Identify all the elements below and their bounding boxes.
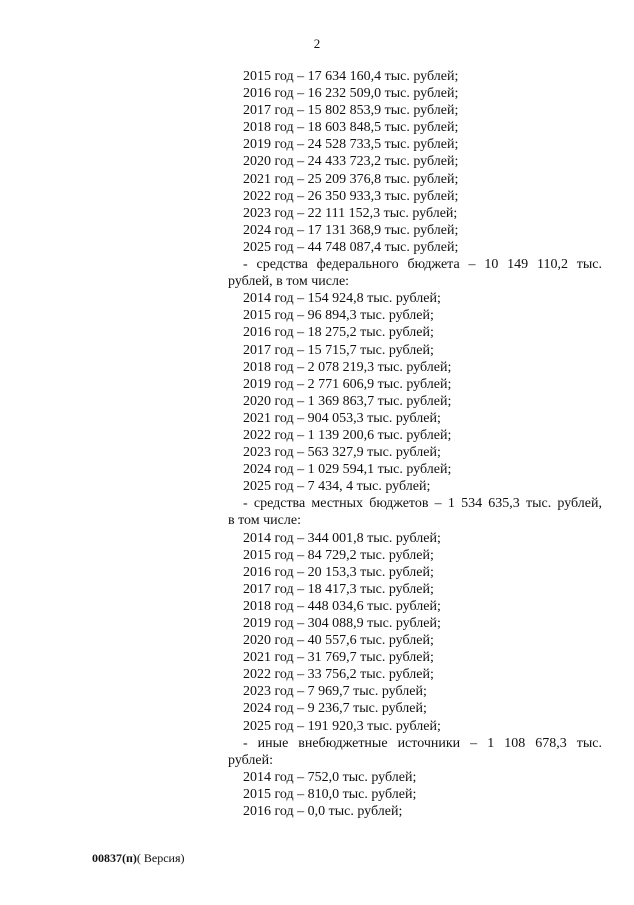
- funding-line: 2022 год – 33 756,2 тыс. рублей;: [243, 667, 434, 683]
- funding-line: 2017 год – 15 802 853,9 тыс. рублей;: [243, 103, 459, 119]
- funding-line: 2024 год – 1 029 594,1 тыс. рублей;: [243, 462, 452, 478]
- funding-line: 2021 год – 25 209 376,8 тыс. рублей;: [243, 171, 459, 187]
- funding-line: 2023 год – 7 969,7 тыс. рублей;: [243, 684, 427, 700]
- document-footer: [92, 851, 185, 866]
- funding-line: 2021 год – 904 053,3 тыс. рублей;: [243, 410, 441, 426]
- funding-line: 2025 год – 44 748 087,4 тыс. рублей;: [243, 239, 459, 255]
- section-heading-extrabudgetary: - иные внебюджетные источники – 1 108 678,3 тыс.: [243, 735, 602, 751]
- funding-line: 2024 год – 17 131 368,9 тыс. рублей;: [243, 222, 459, 238]
- funding-line: 2025 год – 191 920,3 тыс. рублей;: [243, 718, 441, 734]
- document-body: [228, 68, 602, 820]
- funding-line: 2017 год – 15 715,7 тыс. рублей;: [243, 342, 434, 358]
- funding-line: 2016 год – 0,0 тыс. рублей;: [243, 804, 403, 820]
- funding-line: 2014 год – 154 924,8 тыс. рублей;: [243, 291, 441, 307]
- funding-line: 2017 год – 18 417,3 тыс. рублей;: [243, 581, 434, 597]
- funding-line: 2023 год – 22 111 152,3 тыс. рублей;: [243, 205, 458, 221]
- document-version: ( Версия): [136, 851, 185, 865]
- section-heading-federal-cont: рублей, в том числе:: [228, 274, 350, 290]
- funding-line: 2016 год – 16 232 509,0 тыс. рублей;: [243, 86, 459, 102]
- funding-line: 2019 год – 304 088,9 тыс. рублей;: [243, 616, 441, 631]
- funding-line: 2018 год – 18 603 848,5 тыс. рублей;: [243, 120, 459, 136]
- funding-line: 2019 год – 2 771 606,9 тыс. рублей;: [243, 376, 452, 392]
- funding-line: 2020 год – 24 433 723,2 тыс. рублей;: [243, 154, 459, 170]
- funding-line: 2023 год – 563 327,9 тыс. рублей;: [243, 445, 441, 461]
- section-heading-extrabudgetary-cont: рублей:: [228, 752, 273, 768]
- funding-line: 2020 год – 1 369 863,7 тыс. рублей;: [243, 393, 452, 409]
- document-code: 00837(п): [92, 851, 137, 865]
- funding-line: 2019 год – 24 528 733,5 тыс. рублей;: [243, 137, 459, 153]
- funding-line: 2016 год – 18 275,2 тыс. рублей;: [243, 325, 434, 341]
- funding-line: 2022 год – 26 350 933,3 тыс. рублей;: [243, 188, 459, 204]
- funding-line: 2016 год – 20 153,3 тыс. рублей;: [243, 564, 434, 580]
- section-heading-local-cont: в том числе:: [228, 513, 301, 529]
- funding-line: 2014 год – 752,0 тыс. рублей;: [243, 769, 417, 785]
- funding-line: 2018 год – 2 078 219,3 тыс. рублей;: [243, 359, 452, 375]
- funding-line: 2015 год – 810,0 тыс. рублей;: [243, 786, 417, 802]
- section-heading-local: - средства местных бюджетов – 1 534 635,3 тыс. рублей,: [243, 496, 602, 512]
- page-number: 2: [313, 36, 321, 51]
- funding-line: 2021 год – 31 769,7 тыс. рублей;: [243, 650, 434, 666]
- funding-line: 2015 год – 96 894,3 тыс. рублей;: [243, 308, 434, 324]
- funding-line: 2014 год – 344 001,8 тыс. рублей;: [243, 530, 441, 546]
- funding-line: 2018 год – 448 034,6 тыс. рублей;: [243, 598, 441, 614]
- funding-line: 2025 год – 7 434, 4 тыс. рублей;: [243, 479, 431, 495]
- funding-line: 2022 год – 1 139 200,6 тыс. рублей;: [243, 427, 452, 443]
- funding-line: 2024 год – 9 236,7 тыс. рублей;: [243, 701, 427, 717]
- funding-line: 2015 год – 84 729,2 тыс. рублей;: [243, 547, 434, 563]
- funding-line: 2020 год – 40 557,6 тыс. рублей;: [243, 633, 434, 649]
- section-heading-federal: - средства федерального бюджета – 10 149 110,2 тыс.: [243, 257, 602, 273]
- funding-line: 2015 год – 17 634 160,4 тыс. рублей;: [243, 69, 459, 84]
